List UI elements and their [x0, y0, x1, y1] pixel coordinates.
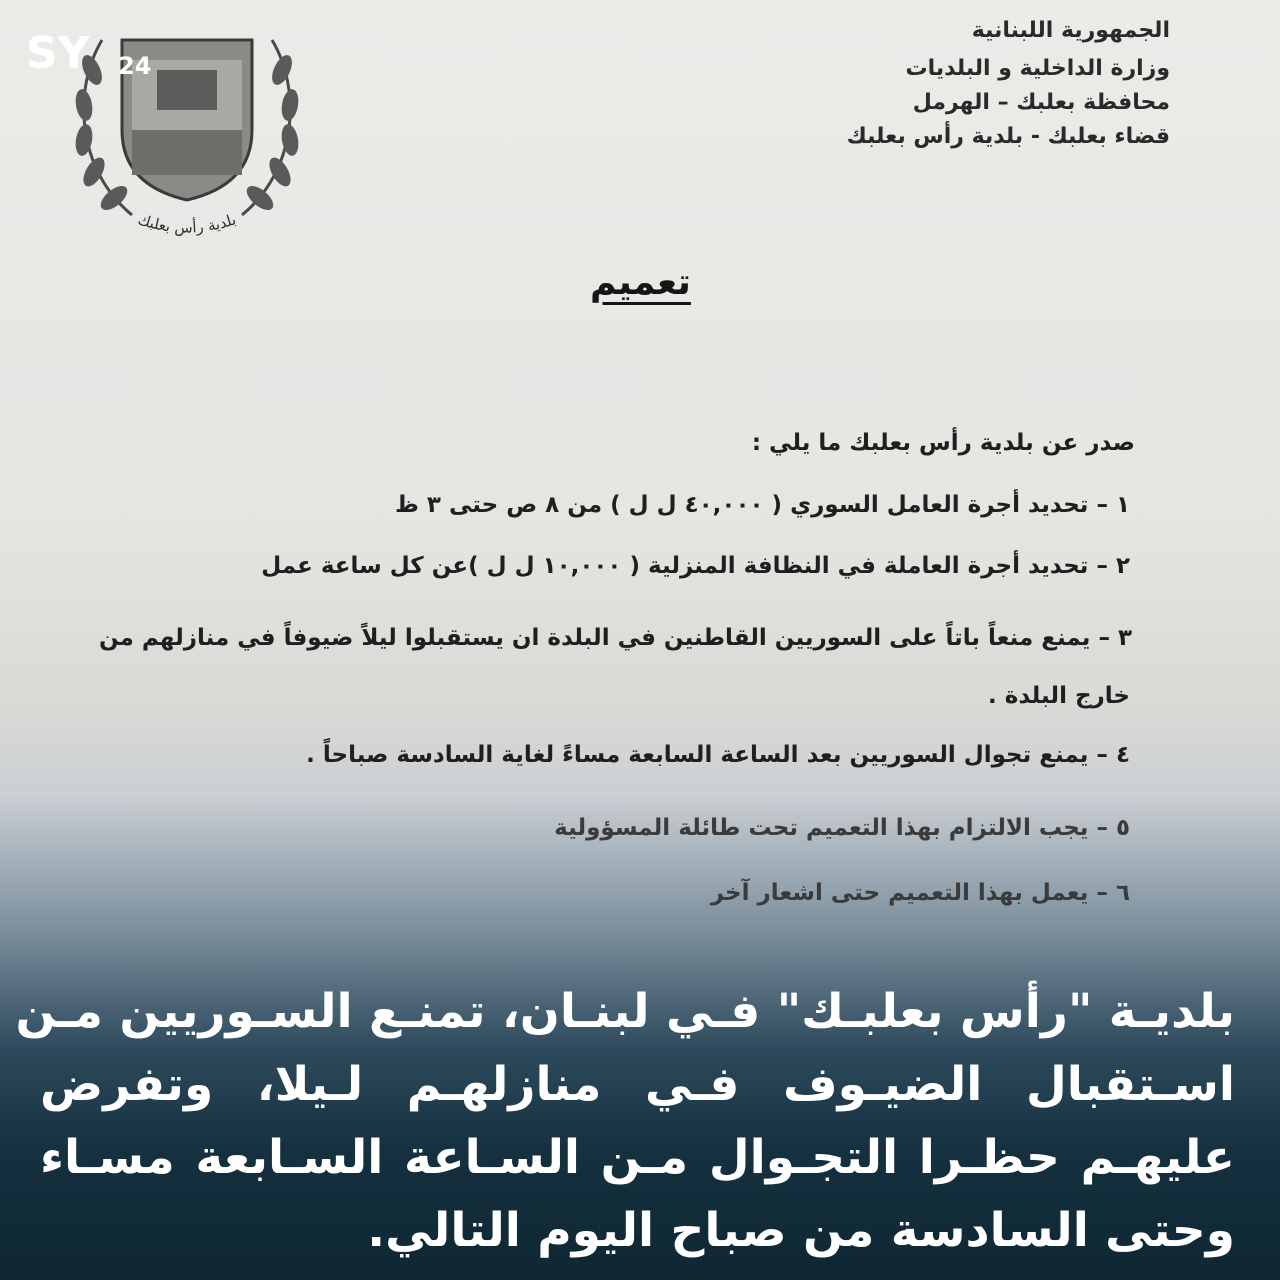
document-item-6: ٦ – يعمل بهذا التعميم حتى اشعار آخر: [710, 880, 1130, 906]
document-item-1: ١ – تحديد أجرة العامل السوري ( ٤٠,٠٠٠ ل ل ) من ٨ ص حتى ٣ ظ: [395, 492, 1130, 518]
logo-sub-text: 24: [118, 52, 152, 78]
seal-text: بلدية رأس بعلبك: [135, 210, 239, 237]
logo-main-text: SY: [26, 28, 90, 78]
letterhead-line-3: محافظة بعلبك – الهرمل: [912, 90, 1170, 115]
document-item-4: ٤ – يمنع تجوال السوريين بعد الساعة السابعة مساءً لغاية السادسة صباحاً .: [306, 742, 1130, 768]
caption-line-2: اسـتقبال الضيـوف فـي منازلهـم لـيلا، وتفرض: [40, 1057, 1235, 1112]
sy24-logo: [26, 28, 166, 78]
news-caption: [15, 975, 1235, 1267]
letterhead-line-2: وزارة الداخلية و البلديات: [905, 56, 1170, 81]
document-title: تعميم: [590, 262, 691, 303]
caption-line-4: وحتى السادسة من صباح اليوم التالي.: [367, 1203, 1235, 1258]
document-item-2: ٢ – تحديد أجرة العاملة في النظافة المنزلية ( ١٠,٠٠٠ ل ل )عن كل ساعة عمل: [261, 553, 1130, 579]
svg-text:بلدية رأس بعلبك: [136, 210, 239, 236]
letterhead-line-4: قضاء بعلبك - بلدية رأس بعلبك: [846, 124, 1170, 149]
document-item-3-continued: خارج البلدة .: [988, 683, 1130, 709]
document-item-3: ٣ – يمنع منعاً باتاً على السوريين القاطنين في البلدة ان يستقبلوا ليلاً ضيوفاً في منازلهم من: [98, 625, 1132, 651]
caption-line-1: بلديـة "رأس بعلبـك" فـي لبنـان، تمنـع السـوريين مـن: [15, 984, 1235, 1039]
document-item-5: ٥ – يجب الالتزام بهذا التعميم تحت طائلة المسؤولية: [554, 815, 1130, 841]
letterhead-line-1: الجمهورية اللبنانية: [971, 18, 1170, 43]
caption-line-3: عليهـم حظـرا التجـوال مـن السـاعة السـابعة مسـاء: [40, 1130, 1235, 1185]
document-intro: صدر عن بلدية رأس بعلبك ما يلي :: [751, 430, 1135, 456]
